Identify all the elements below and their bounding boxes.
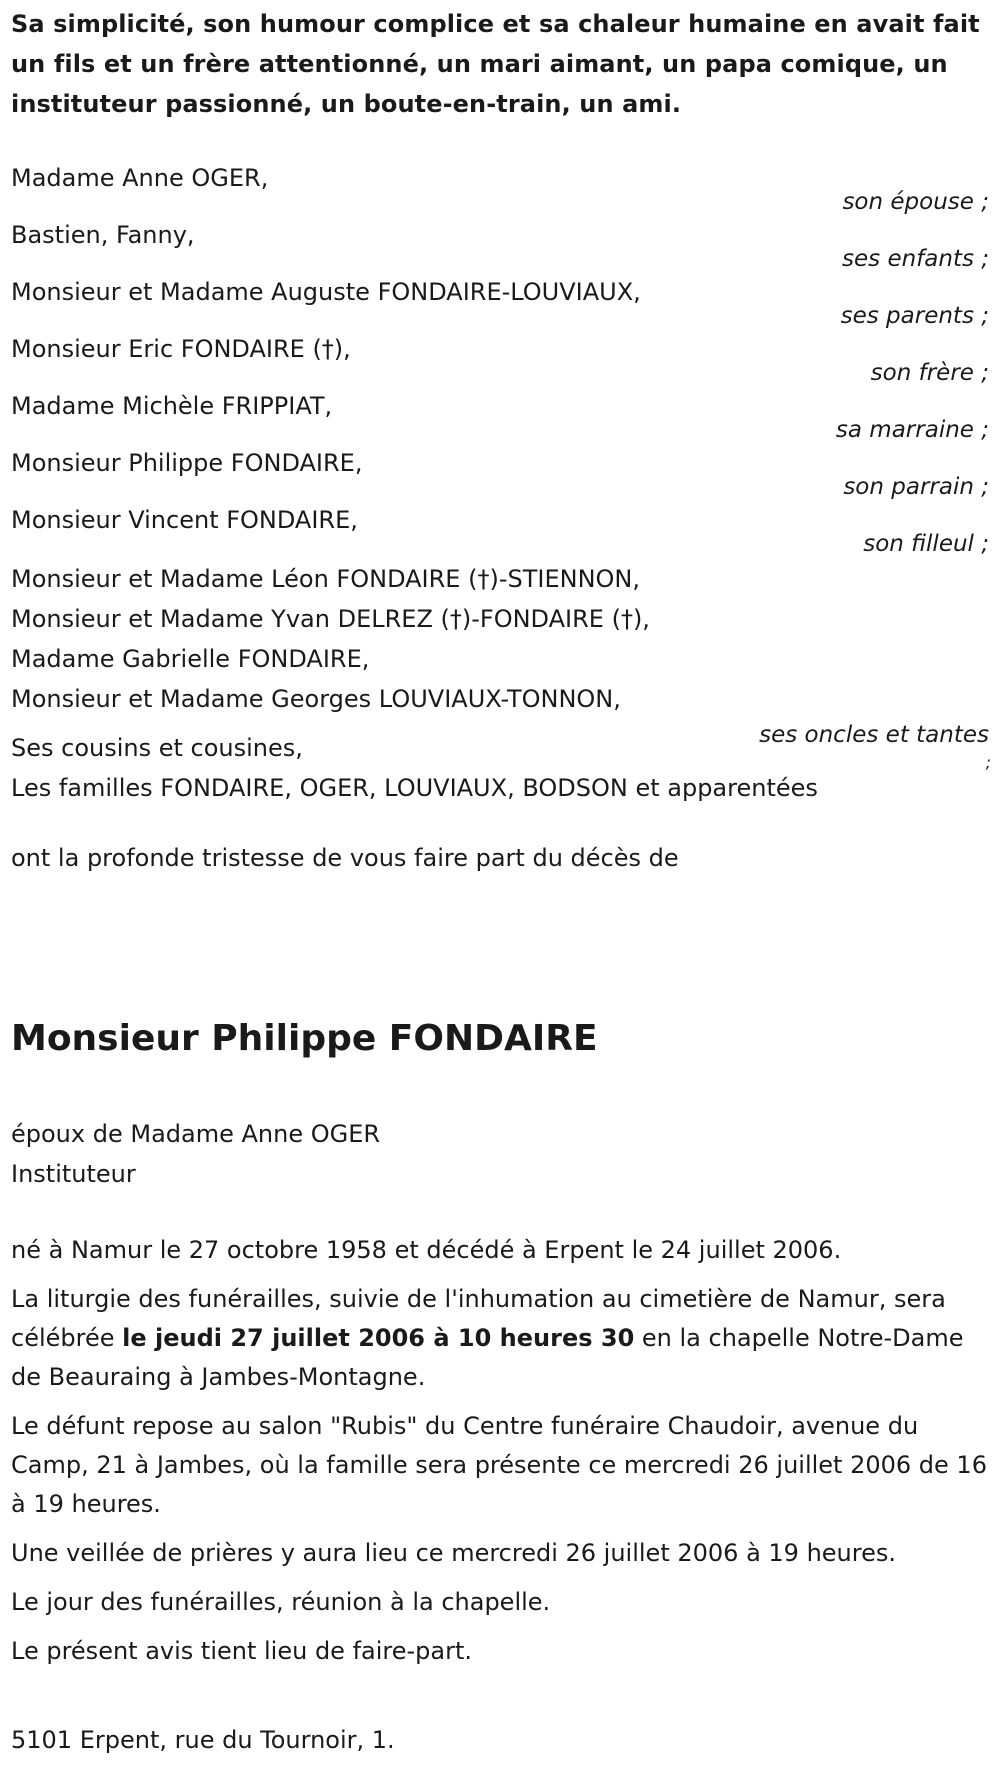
family-entry bbox=[11, 445, 991, 508]
uncles-role: ses oncles et tantes bbox=[759, 722, 989, 748]
liturgy-text-before: La liturgie des funérailles, suivie de l'inhumation au cimetière de Namur, sera célébrée bbox=[11, 1285, 946, 1352]
family-entry bbox=[11, 160, 991, 223]
family-entry bbox=[11, 274, 991, 337]
family-role: ses enfants ; bbox=[842, 246, 989, 272]
family-role: son frère ; bbox=[870, 360, 989, 386]
family-name: Monsieur Eric FONDAIRE (†), bbox=[11, 335, 351, 363]
liturgy-date-time: le jeudi 27 juillet 2006 à 10 heures 30 bbox=[122, 1324, 635, 1352]
families-line: Les familles FONDAIRE, OGER, LOUVIAUX, BODSON et apparentées bbox=[11, 774, 818, 802]
liturgy-text-after: en la chapelle Notre-Dame de Beauraing à Jambes-Montagne. bbox=[11, 1324, 964, 1391]
intro-tribute: Sa simplicité, son humour complice et sa chaleur humaine en avait fait un fils et un frère attentionné, un mari aimant, un papa comique, un instituteur passionné, un boute-en-train, un ami. bbox=[11, 10, 980, 118]
family-role: son parrain ; bbox=[843, 474, 989, 500]
cousins-block bbox=[11, 728, 991, 808]
funeral-details bbox=[11, 1231, 991, 1681]
uncle-aunt-name: Madame Gabrielle FONDAIRE, bbox=[11, 645, 370, 673]
birth-death-line: né à Namur le 27 octobre 1958 et décédé à Erpent le 24 juillet 2006. bbox=[11, 1236, 842, 1264]
address: 5101 Erpent, rue du Tournoir, 1. bbox=[11, 1726, 395, 1754]
family-role: ses parents ; bbox=[840, 303, 989, 329]
family-name: Bastien, Fanny, bbox=[11, 221, 195, 249]
repose-paragraph: Le défunt repose au salon "Rubis" du Centre funéraire Chaudoir, avenue du Camp, 21 à Jambes, où la famille sera présente ce mercredi 26 juillet 2006 de 16 à 19 heures. bbox=[11, 1412, 987, 1518]
liturgy-paragraph bbox=[11, 1280, 991, 1397]
funeral-day-paragraph: Le jour des funérailles, réunion à la chapelle. bbox=[11, 1588, 551, 1616]
family-entry bbox=[11, 217, 991, 280]
family-name: Madame Michèle FRIPPIAT, bbox=[11, 392, 333, 420]
announcement: ont la profonde tristesse de vous faire part du décès de bbox=[11, 844, 679, 872]
uncle-aunt-name: Monsieur et Madame Léon FONDAIRE (†)-STIENNON, bbox=[11, 565, 640, 593]
deceased-name: Monsieur Philippe FONDAIRE bbox=[11, 1018, 598, 1059]
family-list bbox=[11, 166, 991, 778]
notice-paragraph: Le présent avis tient lieu de faire-part. bbox=[11, 1637, 473, 1665]
profession: Instituteur bbox=[11, 1160, 136, 1188]
family-entry bbox=[11, 502, 991, 565]
family-name: Monsieur Philippe FONDAIRE, bbox=[11, 449, 363, 477]
family-entry bbox=[11, 331, 991, 394]
uncle-aunt-name: Monsieur et Madame Georges LOUVIAUX-TONNON, bbox=[11, 685, 621, 713]
cousins-line: Ses cousins et cousines, bbox=[11, 734, 303, 762]
spouse-line: époux de Madame Anne OGER bbox=[11, 1120, 381, 1148]
family-name: Monsieur Vincent FONDAIRE, bbox=[11, 506, 358, 534]
uncle-aunt-name: Monsieur et Madame Yvan DELREZ (†)-FONDAIRE (†), bbox=[11, 605, 650, 633]
family-role: son épouse ; bbox=[842, 189, 989, 215]
family-name: Madame Anne OGER, bbox=[11, 164, 269, 192]
spouse-profession-block bbox=[11, 1114, 991, 1194]
family-role: son filleul ; bbox=[863, 531, 989, 557]
uncles-role-end: ; bbox=[985, 753, 991, 772]
family-entry bbox=[11, 388, 991, 451]
family-role: sa marraine ; bbox=[835, 417, 989, 443]
family-name: Monsieur et Madame Auguste FONDAIRE-LOUVIAUX, bbox=[11, 278, 641, 306]
vigil-paragraph: Une veillée de prières y aura lieu ce mercredi 26 juillet 2006 à 19 heures. bbox=[11, 1539, 896, 1567]
